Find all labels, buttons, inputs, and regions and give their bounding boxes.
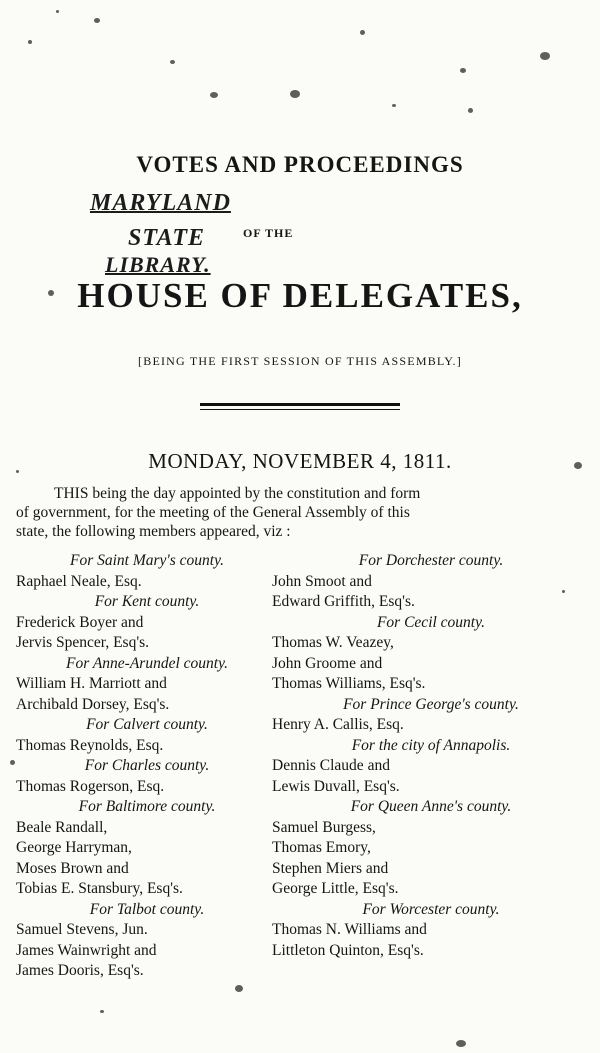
scan-speck — [10, 760, 15, 765]
member-name: Moses Brown and — [16, 859, 129, 877]
county-heading: For Queen Anne's county. — [350, 798, 512, 815]
library-stamp-line-2: STATE — [128, 225, 206, 251]
county-heading: For Charles county. — [84, 757, 210, 774]
scan-speck — [460, 68, 466, 73]
member-name: George Little, Esq's. — [272, 880, 399, 897]
scan-speck — [235, 985, 243, 992]
member-name: Stephen Miers and — [272, 859, 389, 877]
of-the-label: OF THE — [243, 226, 294, 240]
member-name: Thomas Reynolds, Esq. — [16, 736, 164, 754]
scan-speck — [456, 1040, 466, 1047]
member-name: Raphael Neale, Esq. — [16, 572, 142, 590]
scan-speck — [290, 90, 300, 98]
session-date: MONDAY, NOVEMBER 4, 1811. — [148, 449, 452, 473]
member-name: Frederick Boyer and — [16, 613, 144, 631]
scan-speck — [56, 10, 59, 13]
members-column-left — [16, 551, 278, 982]
county-heading: For Cecil county. — [376, 613, 486, 631]
member-name: Thomas Williams, Esq's. — [272, 675, 426, 692]
scan-speck — [170, 60, 175, 64]
intro-paragraph — [16, 484, 592, 541]
member-name: Thomas W. Veazey, — [272, 634, 394, 651]
scan-speck — [468, 108, 473, 113]
library-stamp-line-1: MARYLAND — [90, 190, 231, 216]
county-heading: For Talbot county. — [89, 900, 205, 918]
member-name: William H. Marriott and — [16, 675, 167, 692]
member-name: Beale Randall, — [16, 818, 108, 836]
intro-line: of government, for the meeting of the General Assembly of this — [16, 504, 410, 521]
member-name: Samuel Stevens, Jun. — [16, 921, 148, 938]
county-heading: For Anne-Arundel county. — [65, 654, 228, 672]
intro-line: state, the following members appeared, viz : — [16, 523, 291, 540]
divider-rule-thin — [200, 409, 400, 410]
scan-speck — [392, 104, 396, 107]
county-heading: For the city of Annapolis. — [351, 736, 511, 754]
house-heading: HOUSE OF DELEGATES, — [77, 276, 523, 315]
scan-speck — [28, 40, 32, 44]
member-name: Samuel Burgess, — [272, 818, 376, 836]
intro-line: THIS being the day appointed by the constitution and form — [54, 485, 421, 502]
member-name: John Groome and — [272, 654, 383, 672]
county-heading: For Baltimore county. — [78, 798, 216, 815]
county-heading: For Dorchester county. — [358, 552, 504, 569]
member-name: Thomas Emory, — [272, 839, 371, 856]
scan-speck — [540, 52, 550, 60]
session-note: [BEING THE FIRST SESSION OF THIS ASSEMBLY.] — [138, 354, 462, 368]
county-heading: For Prince George's county. — [343, 695, 519, 713]
member-name: James Wainwright and — [16, 941, 157, 959]
scan-speck — [100, 1010, 104, 1013]
member-name: George Harryman, — [16, 839, 132, 856]
member-name: Littleton Quinton, Esq's. — [272, 941, 424, 959]
member-name: Tobias E. Stansbury, Esq's. — [16, 880, 183, 897]
member-name: James Dooris, Esq's. — [16, 962, 144, 979]
members-column-right — [272, 551, 590, 961]
divider-rule-thick — [200, 403, 400, 406]
member-name: Archibald Dorsey, Esq's. — [16, 695, 170, 713]
county-heading: For Saint Mary's county. — [70, 552, 224, 569]
county-heading: For Worcester county. — [362, 900, 500, 918]
scan-speck — [360, 30, 365, 35]
document-title: VOTES AND PROCEEDINGS — [136, 152, 464, 177]
scan-speck — [94, 18, 100, 23]
county-heading: For Kent county. — [94, 593, 200, 610]
member-name: Henry A. Callis, Esq. — [272, 716, 404, 733]
member-name: Lewis Duvall, Esq's. — [272, 777, 400, 795]
member-name: Dennis Claude and — [272, 757, 390, 774]
library-stamp-line-3: LIBRARY. — [105, 252, 211, 277]
scan-speck — [210, 92, 218, 98]
member-name: Thomas Rogerson, Esq. — [16, 777, 165, 795]
member-name: Jervis Spencer, Esq's. — [16, 634, 150, 651]
member-name: John Smoot and — [272, 572, 372, 590]
member-name: Edward Griffith, Esq's. — [272, 593, 415, 610]
member-name: Thomas N. Williams and — [272, 921, 427, 938]
county-heading: For Calvert county. — [86, 716, 208, 733]
